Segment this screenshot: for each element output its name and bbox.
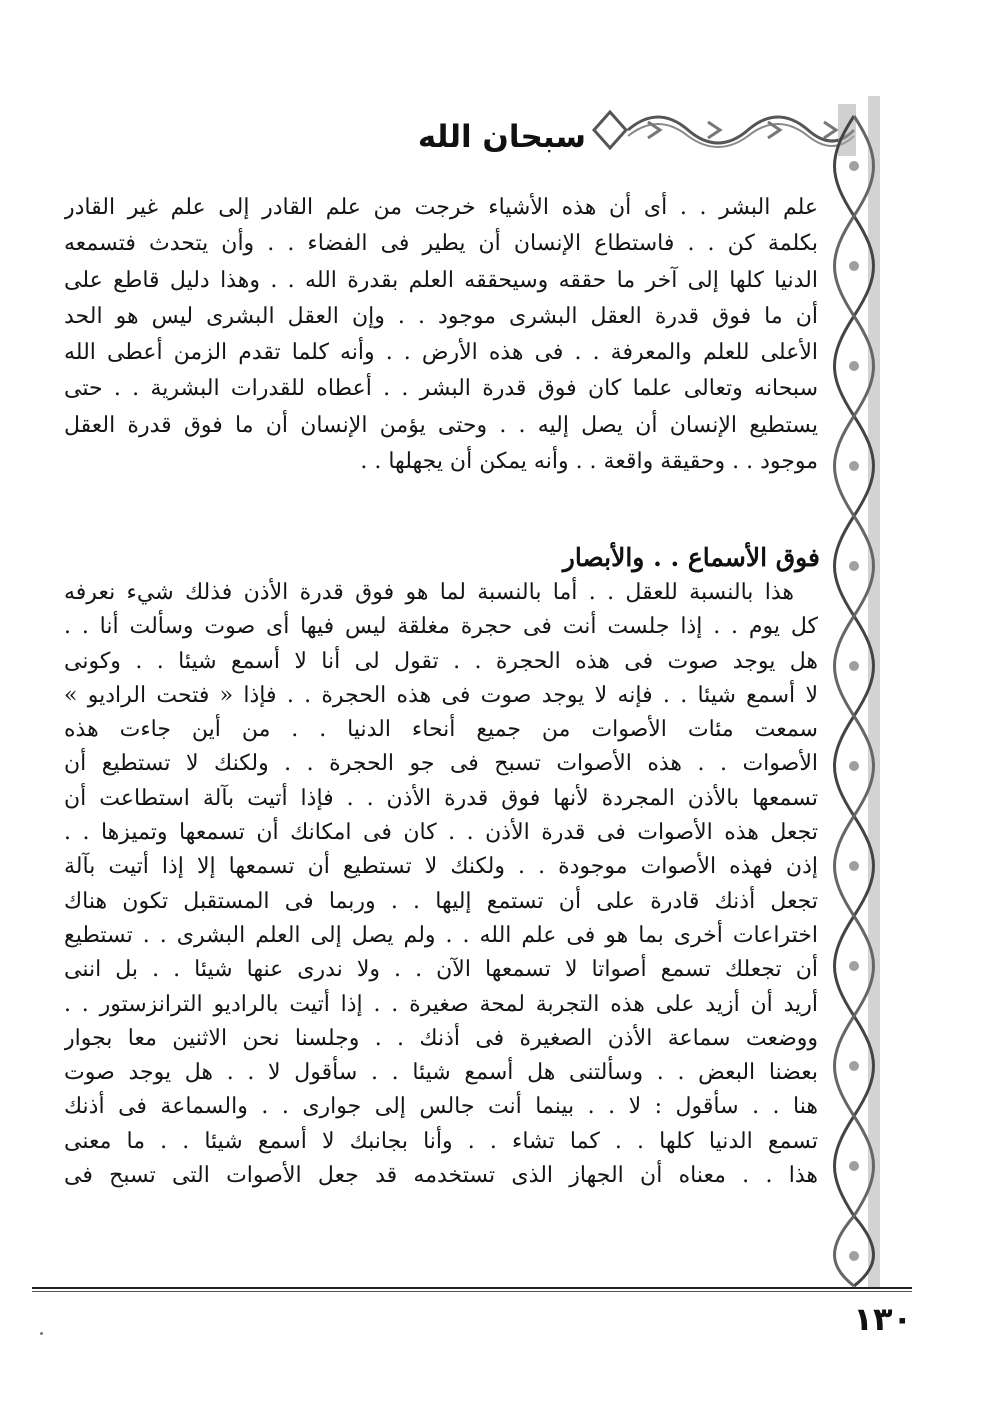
text-line: الأصوات . . هذه الأصوات تسبح فى جو الحجرة . . ولكنك لا تستطيع أن <box>64 751 818 777</box>
paragraph-1 <box>64 190 818 480</box>
paragraph-2 <box>64 576 818 1193</box>
text-line: موجود . . وحقيقة واقعة . . وأنه يمكن أن يجهلها . . <box>360 449 818 475</box>
text-line: الدنيا كلها إلى آخر ما حققه وسيحققه العلم بقدرة الله . . وهذا دليل قاطع على <box>64 267 818 293</box>
text-line: اختراعات أخرى بما هو فى علم الله . . ولم يصل إلى العلم البشرى . . تستطيع <box>64 922 818 948</box>
text-line: تسمع الدنيا كلها . . كما تشاء . . وأنا بجانبك لا أسمع شيئا . . ما معنى <box>64 1128 818 1154</box>
text-line: لا أسمع شيئا . . فإنه لا يوجد صوت فى هذه الحجرة . . فإذا « فتحت الراديو » <box>64 682 818 708</box>
text-line: كل يوم . . إذا جلست أنت فى حجرة مغلقة ليس فيها أى صوت وسألت أنا . . <box>64 614 818 640</box>
text-line: هذا بالنسبة للعقل . . أما بالنسبة لما هو فوق قدرة الأذن فذلك شيء نعرفه <box>64 580 794 605</box>
text-line: تجعل أذنك قادرة على أن تستمع إليها . . وربما فى المستقبل تكون هناك <box>64 888 818 914</box>
footer-rule <box>32 1287 912 1289</box>
chapter-title: سبحان الله <box>417 119 586 155</box>
braided-border-icon <box>826 96 882 1288</box>
text-line: تسمعها بالأذن المجردة لأنها فوق قدرة الأذن . . فإذا أتيت بآلة استطاعت أن <box>64 785 818 811</box>
text-line: إذن فهذه الأصوات موجودة . . ولكنك لا تستطيع أن تسمعها إلا إذا أتيت بآلة <box>64 854 818 880</box>
text-line: سبحانه وتعالى علما كان فوق قدرة البشر . . أعطاه للقدرات البشرية . . حتى <box>64 376 818 402</box>
text-line: ووضعت سماعة الأذن الصغيرة فى أذنك . . وجلسنا نحن الاثنين معا بجوار <box>64 1025 818 1051</box>
scan-speck <box>40 1332 43 1335</box>
footer-rule-thin <box>32 1291 912 1292</box>
text-line: أن تجعلك تسمع أصواتا لا تسمعها الآن . . ولا ندرى عنها شيئا . . بل اننى <box>64 957 818 983</box>
text-line: يستطيع الإنسان أن يصل إليه . . وحتى يؤمن الإنسان أن ما فوق قدرة العقل <box>64 412 818 438</box>
text-line: هل يوجد صوت فى هذه الحجرة . . تقول لى أنا لا أسمع شيئا . . وكونى <box>64 648 818 674</box>
text-line: هنا . . سأقول : لا . . بينما أنت جالس إلى جوارى . . والسماعة فى أذنك <box>64 1094 818 1120</box>
text-line: سمعت مئات الأصوات من جميع أنحاء الدنيا . . من أين جاءت هذه <box>64 717 818 743</box>
corner-ornament-icon <box>588 100 858 158</box>
page-number: ١٣٠ <box>853 1300 912 1338</box>
text-line: تجعل هذه الأصوات فى قدرة الأذن . . كان فى امكانك أن تسمعها وتميزها . . <box>64 820 818 846</box>
text-line: أن ما فوق قدرة العقل البشرى موجود . . وإن العقل البشرى ليس هو الحد <box>64 303 818 329</box>
text-line: علم البشر . . أى أن هذه الأشياء خرجت من علم القادر إلى علم غير القادر <box>64 195 818 220</box>
section-heading: فوق الأسماع . . والأبصار <box>562 543 820 572</box>
text-line: هذا . . معناه أن الجهاز الذى تستخدمه قد جعل الأصوات التى تسبح فى <box>64 1163 818 1189</box>
text-line: بكلمة كن . . فاستطاع الإنسان أن يطير فى الفضاء . . وأن يتحدث فتسمعه <box>64 231 818 257</box>
text-line: الأعلى للعلم والمعرفة . . فى هذه الأرض . . وأنه كلما تقدم الزمن أعطى الله <box>64 340 818 366</box>
text-line: بعضنا البعض . . وسألتنى هل أسمع شيئا . . سأقول لا . . هل يوجد صوت <box>64 1060 818 1086</box>
text-line: أريد أن أزيد على هذه التجربة لمحة صغيرة . . إذا أتيت بالراديو الترانزستور . . <box>64 991 818 1017</box>
